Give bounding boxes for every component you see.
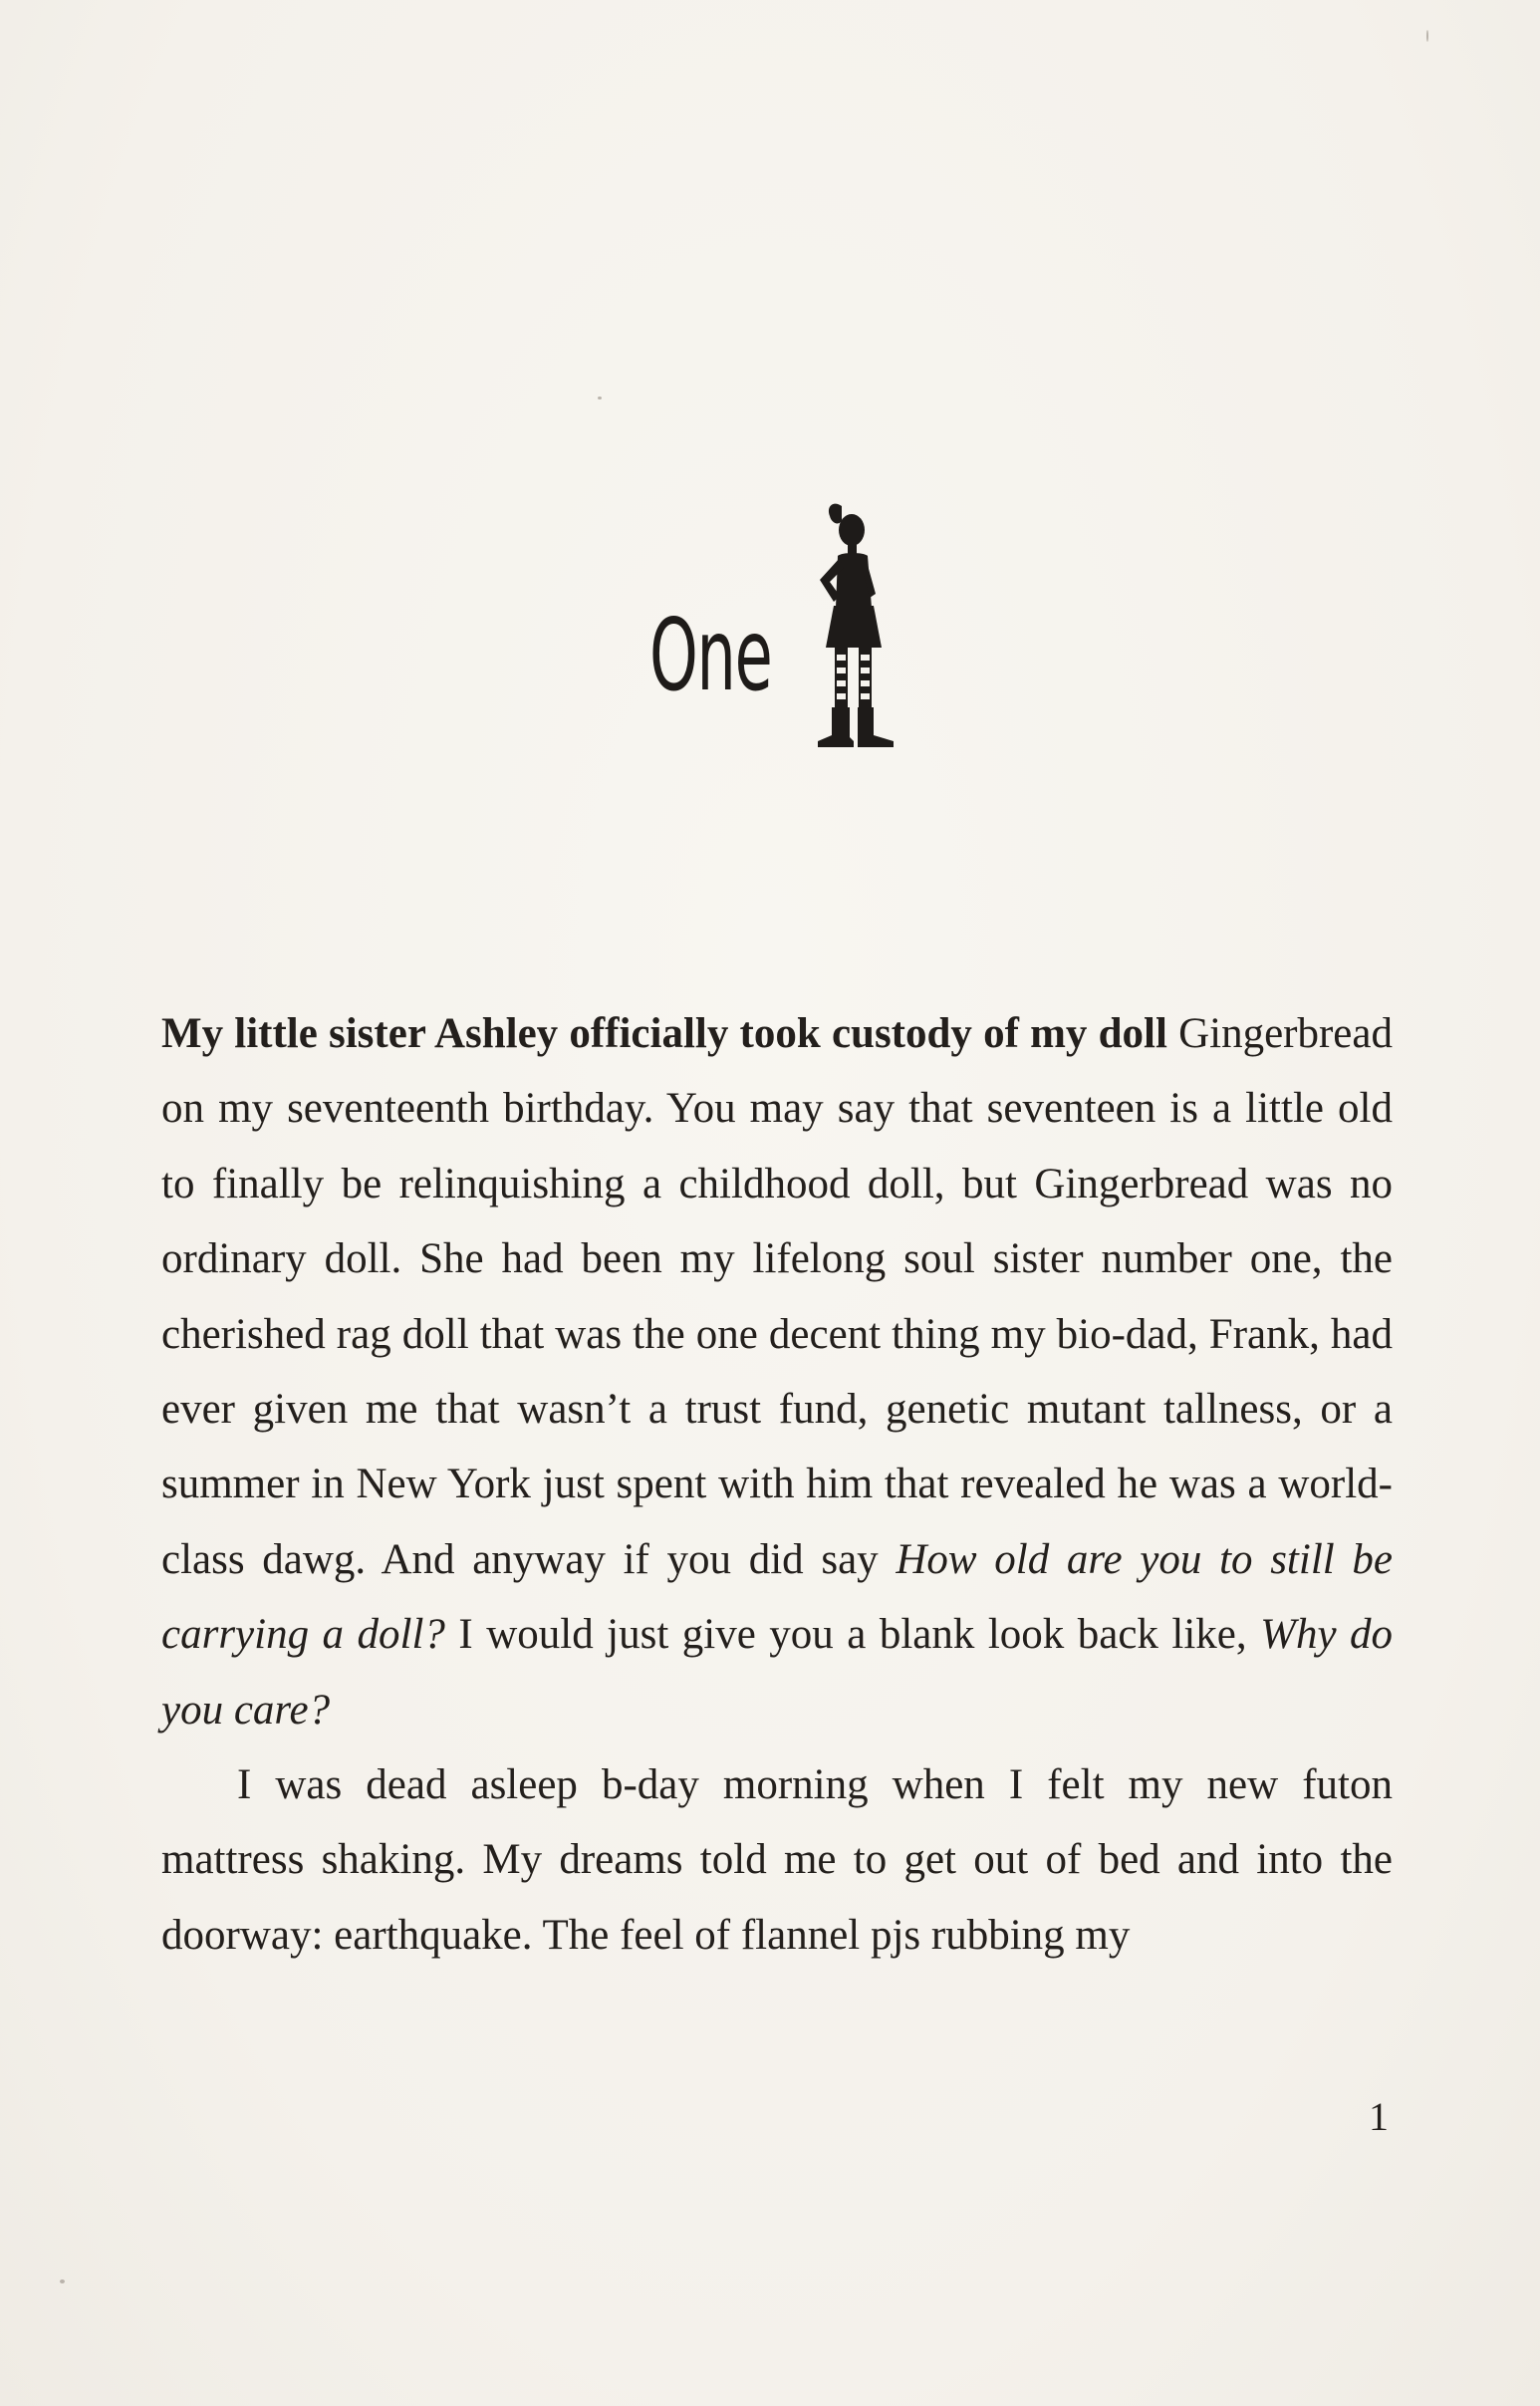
scan-speck bbox=[1426, 30, 1428, 42]
page-number: 1 bbox=[1369, 2094, 1389, 2139]
chapter-heading bbox=[638, 498, 916, 757]
girl-silhouette-icon bbox=[812, 498, 906, 749]
paragraph-1 bbox=[161, 996, 1393, 1747]
text-run: I would just give you a blank look back like, bbox=[444, 1611, 1261, 1659]
chapter-title: One bbox=[649, 597, 772, 713]
italic-run: Why do you care? bbox=[161, 1611, 1394, 1734]
paragraph-2 bbox=[161, 1747, 1393, 1973]
text-run: I was dead asleep b-day morning when I felt my new futon mattress shaking. My dreams told me to get out of bed and into the doorway: earthquake. The feel of flannel pjs rubbing my bbox=[161, 1761, 1393, 1959]
scan-speck bbox=[60, 2279, 65, 2283]
scan-speck bbox=[598, 397, 602, 400]
bold-lead-in: My little sister Ashley officially took custody of my doll bbox=[161, 1010, 1167, 1057]
italic-run: How old are you to still be carrying a doll? bbox=[161, 1535, 1393, 1659]
text-run: Gingerbread on my seventeenth birthday. You may say that seventeen is a little old to finally be relinquishing a childhood doll, but Gingerbread was no ordinary doll. She had been my lifelong soul sister number one, the cherished rag doll that was the one decent thing my bio-dad, Frank, had ever given me that wasn’t a trust fund, genetic mutant tallness, or a summer in New York just spent with him that revealed he was a world-class dawg. And anyway if you did say bbox=[161, 1010, 1393, 1583]
body-text bbox=[161, 996, 1393, 1973]
